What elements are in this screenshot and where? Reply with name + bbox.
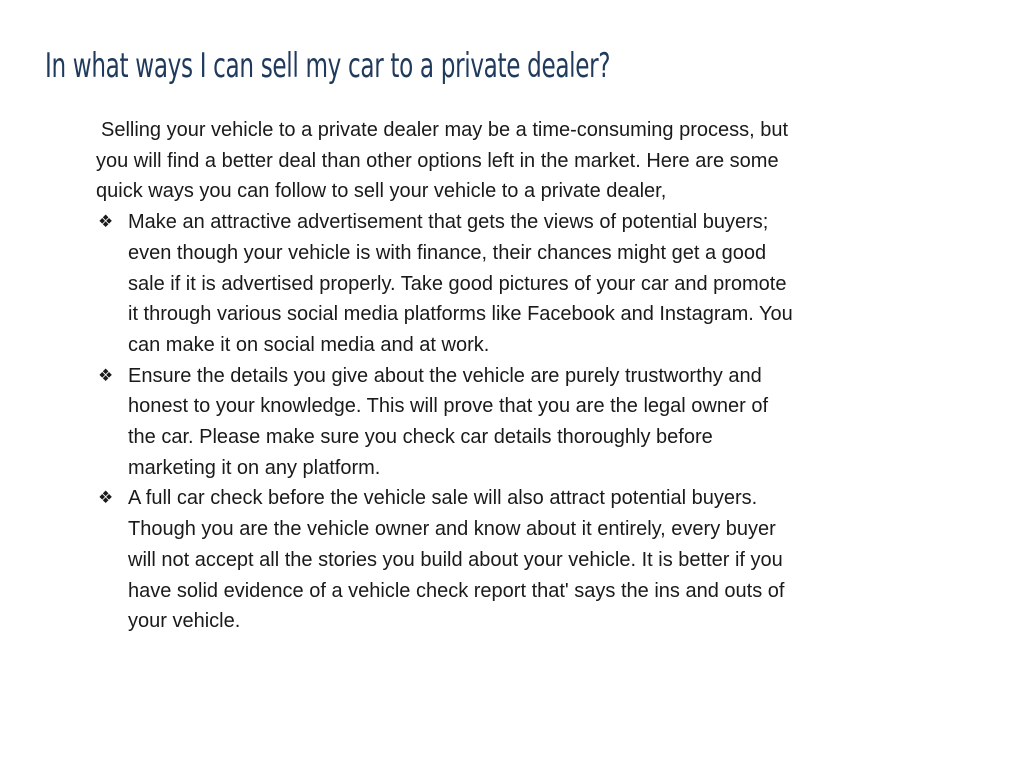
diamond-bullet-icon: ❖ <box>98 212 114 232</box>
bullet-text-3: A full car check before the vehicle sale will also attract potential buyers. Though you are the vehicle owner and know about it entirely, every buyer will not accept all the stories you build about your vehicle. It is better if you have solid evidence of a vehicle check report that' says the ins and outs of your vehicle. <box>128 487 785 633</box>
slide-body <box>96 115 796 637</box>
slide-title: In what ways I can sell my car to a private dealer? <box>45 46 611 86</box>
bullet-text-1: Make an attractive advertisement that gets the views of potential buyers; even though your vehicle is with finance, their chances might get a good sale if it is advertised properly. Take good pictures of your car and promote it through various social media platforms like Facebook and Instagram. You can make it on social media and at work. <box>128 211 793 356</box>
bullet-item-3 <box>96 483 796 637</box>
intro-paragraph: Selling your vehicle to a private dealer may be a time-consuming process, but you will find a better deal than other options left in the market. Here are some quick ways you can follow to sell your vehicle to a private dealer, <box>96 119 789 203</box>
bullet-list <box>96 207 796 637</box>
bullet-item-2 <box>96 361 796 484</box>
bullet-text-2: Ensure the details you give about the vehicle are purely trustworthy and honest to your knowledge. This will prove that you are the legal owner of the car. Please make sure you check car details thoroughly before marketing it on any platform. <box>128 364 768 479</box>
diamond-bullet-icon: ❖ <box>98 365 114 385</box>
diamond-bullet-icon: ❖ <box>98 488 114 508</box>
bullet-item-1 <box>96 207 796 361</box>
